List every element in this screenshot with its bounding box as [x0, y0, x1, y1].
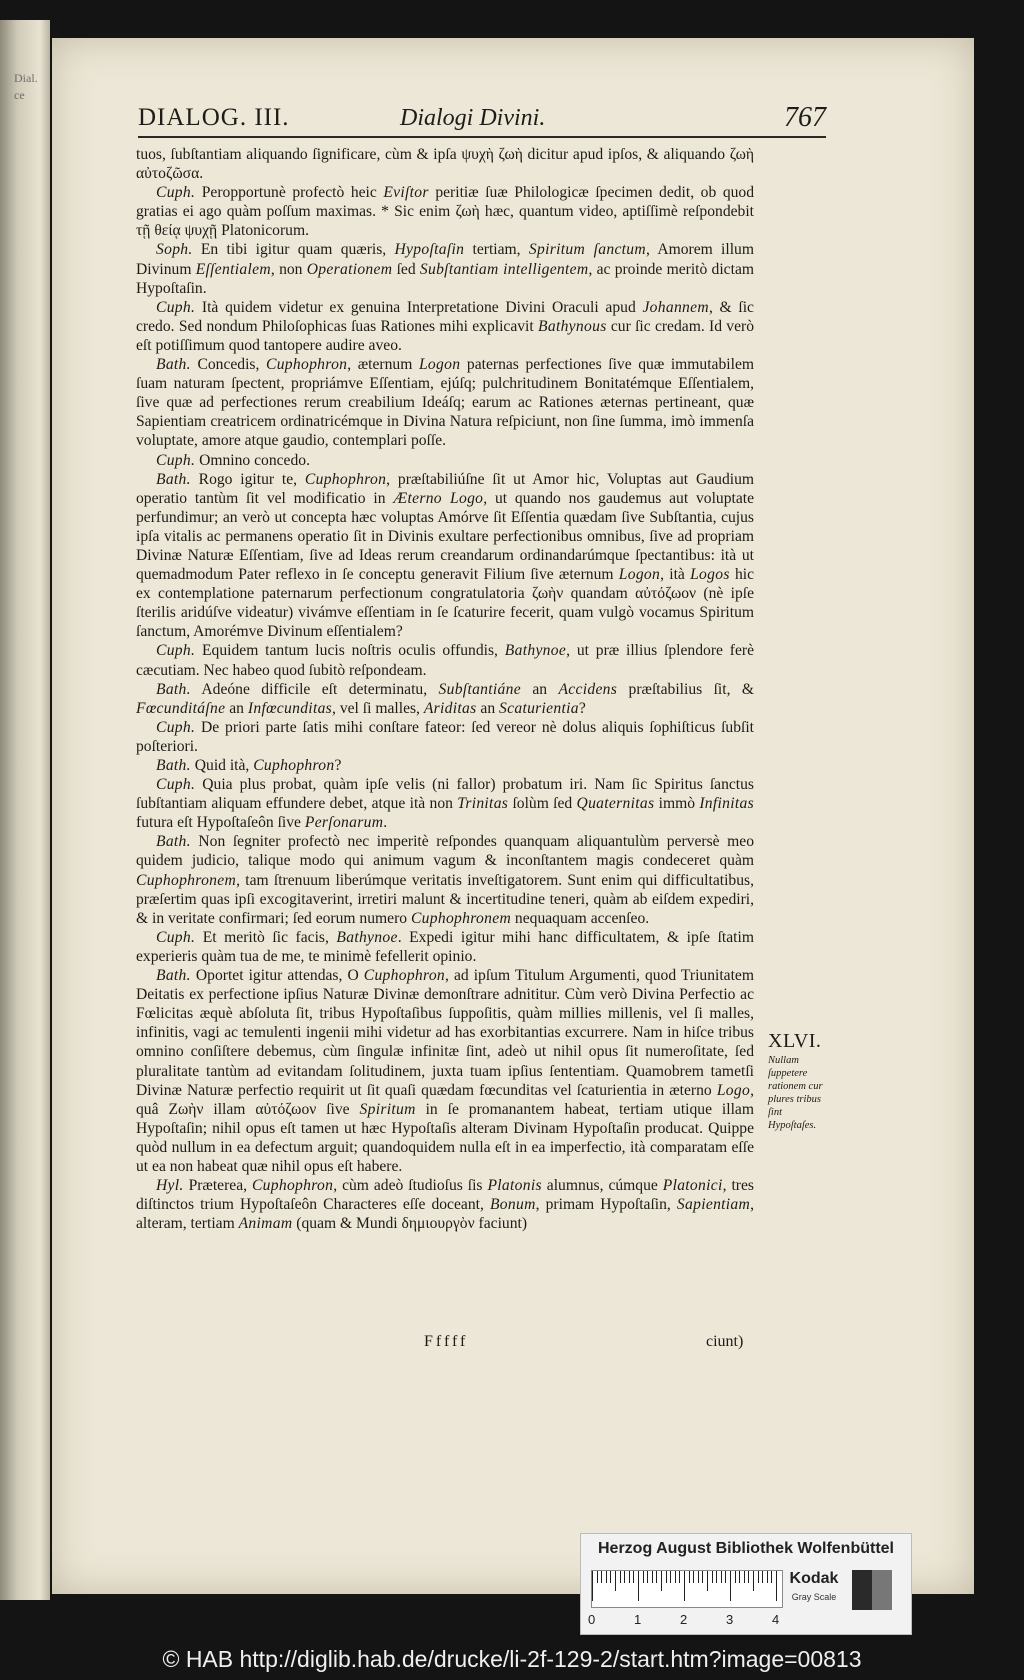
italic-run: Subſtantiam intelligentem	[419, 260, 589, 278]
italic-run: Logo	[716, 1081, 751, 1099]
paragraph	[136, 451, 754, 470]
ruler-tick	[643, 1571, 644, 1583]
text-run: , Amorem illum Divinum	[136, 241, 754, 278]
italic-run: Infœcunditas	[247, 699, 333, 717]
running-head	[138, 94, 826, 138]
text-run: Concedis,	[190, 356, 266, 374]
text-run: Rogo igitur te,	[190, 470, 305, 488]
paragraph	[136, 680, 754, 718]
ruler-number: 1	[634, 1612, 642, 1627]
text-run: Adeóne difficile eſt determinatu,	[190, 680, 439, 698]
text-run: Peropportunè profectò heic	[195, 184, 384, 202]
italic-run: Cuphophronem	[410, 909, 512, 927]
previous-page-edge	[0, 20, 50, 1600]
italic-run: Logos	[690, 566, 730, 584]
paragraph	[136, 832, 754, 927]
greek-run: ψυχὴ ζωὴ	[461, 146, 523, 163]
text-run: , alteram, tertiam	[136, 1196, 754, 1233]
text-run: , præſtabiliúſne ſit ut Amor hic, Voluptas aut Gaudium operatio tantùm ſit vel modificatio in	[136, 470, 754, 507]
text-run: tuos, ſubſtantiam aliquando ſignificare, cùm & ipſa	[136, 146, 462, 163]
italic-run: Perſonarum	[304, 814, 384, 832]
italic-run: Spiritum ſanctum	[528, 241, 646, 259]
greek-run: Ζωὴν	[168, 1100, 204, 1118]
ruler-tick	[707, 1571, 708, 1591]
ruler-number: 0	[588, 1612, 596, 1627]
text-run: tertiam,	[464, 241, 529, 259]
italic-run: Bath.	[156, 470, 191, 488]
ruler-tick	[698, 1571, 699, 1583]
text-run: hic ex contemplatione paternarum perfectionum congratulatoria	[136, 566, 754, 603]
italic-run: Cuphophron	[304, 470, 387, 488]
ruler-tick	[767, 1571, 768, 1583]
ruler-tick	[656, 1571, 657, 1583]
italic-run: Logon	[618, 566, 661, 584]
italic-run: Cuph.	[156, 642, 196, 660]
italic-run: Bath.	[156, 833, 191, 851]
italic-run: Infinitas	[699, 795, 754, 813]
italic-run: Cuph.	[156, 928, 196, 946]
italic-run: Cuph.	[156, 776, 196, 794]
text-run: paternas perfectiones ſive quæ immutabilem ſuam naturam ſpectent, propriámve Eſſentiam, ejúſq; pulchritudinem Bonitatémque Eſſentialem, ſive quæ ad perfectiones rerum creabilium Ideáſq; earum ac Rationes æternas pertineant, quæ Sapientiam creatricem ordinatricémque in Divina Natura reſpiciunt, non ſine ſumma, imò immenſa voluptate, amore atque gaudio, contemplari poſſe.	[136, 356, 754, 450]
ruler-tick	[610, 1571, 611, 1583]
ruler-tick	[744, 1571, 745, 1583]
ruler-tick	[739, 1571, 740, 1583]
italic-run: Eſſentialem	[195, 260, 271, 278]
text-run: ?	[578, 699, 586, 717]
ruler-tick	[762, 1571, 763, 1583]
text-run: , cùm adeò ſtudioſus ſis	[333, 1177, 488, 1195]
signature-mark: Fffff	[424, 1333, 469, 1350]
ruler-number: 3	[726, 1612, 734, 1627]
copyright-footer: © HAB http://diglib.hab.de/drucke/li-2f-129-2/start.htm?image=00813	[162, 1646, 862, 1672]
ruler-number: 2	[680, 1612, 688, 1627]
ruler-tick	[647, 1571, 648, 1583]
ruler-tick	[666, 1571, 667, 1583]
text-run: , ut quando nos gaudemus aut voluptate perfundimur; an verò ut concepta hæc voluptas Amórve ſit Eſſentia quædam ſive Subſtantia, cujus ipſa vitalis ac permanens operatio ſit in Divinis exultare perfectionibus omnibus, ſive ad propriam Divinæ Naturæ Eſſentiam, ſive ad Ideas rerum creandarum ordinandarúmque ſpectantibus: ità ut quemadmodum Pater reflexo in ſe conceptu generavit Filium ſive æternum	[136, 489, 755, 584]
ruler-tick	[702, 1571, 703, 1583]
italic-run: Johannem	[642, 298, 709, 316]
ruler-tick	[716, 1571, 717, 1583]
italic-run: Trinitas	[457, 795, 509, 813]
ruler-tick	[601, 1571, 602, 1583]
italic-run: Accidens	[558, 680, 618, 698]
gray-patch-dark	[852, 1570, 872, 1610]
text-run: Omnino concedo.	[195, 451, 310, 469]
italic-run: Cuphophron	[363, 967, 446, 985]
italic-run: Sapientiam	[676, 1196, 751, 1214]
ruler-tick	[721, 1571, 722, 1583]
previous-page-fragment: Dial. ce	[14, 71, 38, 102]
paragraph	[136, 966, 754, 1176]
ruler-tick	[675, 1571, 676, 1583]
paragraph	[136, 718, 754, 756]
text-run: , ac proinde meritò dictam Hypoſtaſin.	[136, 260, 754, 297]
text-run: . Expedi igitur mihi hanc difficultatem, & ipſe ſtatim experieris quàm tua de me, te minimè fefellerit opinio.	[136, 928, 754, 965]
ruler-tick	[748, 1571, 749, 1583]
ruler-tick	[670, 1571, 671, 1583]
greek-run: ζωὴ αὐτοζῶσα.	[136, 146, 754, 183]
italic-run: Scaturientia	[499, 699, 579, 717]
ruler-tick	[689, 1571, 690, 1583]
ruler-tick	[633, 1571, 634, 1583]
paragraph	[136, 641, 754, 679]
italic-run: Hypoſtaſin	[394, 241, 465, 259]
text-run: an	[225, 699, 248, 717]
text-run: præſtabilius ſit, &	[617, 680, 755, 698]
text-run: an	[520, 680, 559, 698]
text-run: , primam Hypoſtaſin,	[535, 1196, 677, 1214]
italic-run: Cuphophron	[251, 1177, 334, 1195]
text-run: Et meritò ſic facis,	[195, 928, 337, 946]
running-head-title: Dialogi Divini.	[400, 105, 546, 131]
text-run: , ad ipſum Titulum Argumenti, quod Triunitatem Deitatis ex perfectione ipſius Naturæ Divinæ demonſtrare adnititur. Cùm verò Divina Perfectio ac Fœlicitas æquè abſoluta ſit, tribus Hypoſtaſibus ſuppoſitis, quàm millies millenis, vel ſi malles, infinitis, vagi ac temulenti ingenii mihi videtur ad has exorbitantias excurrere. Nam in hiſce tribus omnino conſiſtere debemus, cùm ſingulæ infinitæ ſint, adeò ut nihil opus ſit numeroſitate, ſed pluralitate tantùm ad evitandam ſolitudinem, juxta tuam ipſius ſententiam. Quamobrem tametſi Divinæ Naturæ perfectio requirit ut ſit quaſi quædam fœcunditas vel ſcaturientia in æterno	[136, 967, 754, 1099]
paragraph	[136, 775, 754, 832]
text-run: ſolùm ſed	[508, 795, 577, 813]
greek-run: αὐτόζωον	[635, 585, 697, 603]
text-run: in ſe promanantem habeat, tertiam utique illam Hypoſtaſin; nihil opus eſt tamen ut hæc Hypoſtaſis alteram Divinam Hypoſtaſin producat. Quippe quòd nullum in ea defectum arguit; quandoquidem nulla eſt in ea imperfectio, ità comparatam eſſe ut ea non habeat quæ nihil opus eſt habere.	[136, 1100, 754, 1175]
italic-run: Bath.	[156, 680, 191, 698]
text-run: , tam ſtrenuum liberúmque veritatis inveſtigatorem. Sunt enim qui difficultatibus, præſertim quas ipſi excogitaverint, irretiri malunt & incertitudine teneri, quàm ab eiſdem expediri, & in veritate confirmari; ſed eorum numero	[136, 871, 754, 927]
text-run: an	[476, 699, 500, 717]
ruler-tick	[652, 1571, 653, 1583]
library-name: Herzog August Bibliothek Wolfenbüttel	[598, 1540, 894, 1557]
italic-run: Platonis	[487, 1177, 542, 1195]
text-run: , vel ſi malles,	[332, 699, 424, 717]
ruler-tick	[597, 1571, 598, 1583]
text-run: hæc, quantum video, aptiſſimè reſpondebit	[479, 203, 754, 221]
paragraph	[136, 928, 754, 966]
marginal-section-number: XLVI.	[768, 1030, 822, 1052]
italic-run: Bathynoe	[504, 642, 567, 660]
paragraph	[136, 145, 754, 183]
ruler-tick	[684, 1571, 685, 1601]
text-run: , ità	[660, 566, 691, 584]
paragraph	[136, 756, 754, 775]
text-run: ſed	[392, 260, 420, 278]
paragraph	[136, 240, 754, 297]
italic-run: Cuphophron	[266, 356, 348, 374]
italic-run: Spiritum	[359, 1100, 416, 1118]
text-run: , ut præ illius ſplendore ferè cæcutiam. Nec habeo quod ſubitò reſpondeam.	[136, 642, 754, 679]
text-run: Ità quidem videtur ex genuina Interpretatione Divini Oraculi apud	[195, 298, 643, 316]
text-run: quandam	[563, 585, 636, 603]
ruler-tick	[624, 1571, 625, 1583]
text-run: ?	[334, 757, 342, 774]
paragraph	[136, 470, 754, 642]
greek-run: ζωὴν	[531, 585, 564, 603]
ruler-tick	[592, 1571, 593, 1601]
text-run: , quâ	[136, 1081, 754, 1118]
ruler-tick	[606, 1571, 607, 1583]
greek-run: ζωὴ	[455, 203, 480, 221]
ruler-tick	[712, 1571, 713, 1583]
ruler-tick	[693, 1571, 694, 1583]
kodak-logo: Kodak	[789, 1570, 839, 1587]
text-run: cur ſic credam. Id verò eſt potiſſimum quod tantopere audire aveo.	[136, 317, 755, 354]
text-run: , & ſic credo. Sed nondum Philoſophicas ſuas Rationes mihi explicavit	[136, 298, 754, 335]
ruler-tick	[776, 1571, 777, 1601]
italic-run: Bathynous	[538, 317, 607, 335]
ruler-tick	[753, 1571, 754, 1591]
paragraph	[136, 1176, 754, 1233]
text-run: Quia plus probat, quàm ipſe velis (ni fallor) probatum iri. Nam ſic Spiritus ſanctus ſubſtantiam aliquam effundere debet, atque ità non	[136, 776, 754, 813]
text-run: Platonicorum.	[217, 222, 309, 240]
ruler-tick	[629, 1571, 630, 1583]
italic-run: Bonum	[489, 1196, 536, 1214]
italic-run: Animam	[238, 1215, 293, 1233]
text-run: dicitur apud ipſos, & aliquando	[522, 146, 730, 163]
italic-run: Fœcunditáſne	[136, 699, 226, 717]
text-run: ſive	[316, 1100, 360, 1118]
italic-run: Soph.	[156, 241, 193, 259]
italic-run: Cuphophron	[253, 757, 335, 774]
marginal-note: Nullam ſuppetere rationem cur plures tribus ſint Hypoſtaſes.	[768, 1055, 823, 1131]
italic-run: Eviſtor	[383, 184, 429, 202]
italic-run: Cuphophronem	[136, 871, 237, 889]
text-run: nequaquam accenſeo.	[511, 909, 650, 927]
text-run: , æternum	[347, 356, 419, 374]
text-run: (nè ipſe ſterilis aridúſve videatur) vivámve eſſentiam in ſe ſcaturire fecerit, quam vulgò vocamus Spiritum ſanctum, Amorémve Divinum eſſentialem?	[136, 585, 754, 641]
text-run: , non	[270, 260, 307, 278]
greek-run: δημιουργὸν	[401, 1215, 475, 1233]
ruler-tick	[615, 1571, 616, 1591]
italic-run: Cuph.	[156, 451, 196, 469]
text-run: peritiæ ſuæ Philologicæ ſpecimen dedit, ob quod gratias ei ago quàm poſſum maximas. * Sic enim	[136, 184, 755, 221]
ruler-scale	[591, 1570, 783, 1608]
text-run: illam	[203, 1100, 256, 1118]
text-run: Præterea,	[183, 1177, 252, 1195]
text-run: immò	[654, 795, 700, 813]
text-run: faciunt)	[474, 1215, 528, 1233]
text-run: De priori parte ſatis mihi conſtare fateor: ſed vereor nè dolus aliquis ſophiſticus ſubſit poſteriori.	[136, 718, 754, 755]
ruler-number: 4	[772, 1612, 780, 1627]
ruler-tick	[638, 1571, 639, 1601]
greek-run: τῇ θείᾳ ψυχῇ	[136, 222, 218, 240]
ruler-tick	[620, 1571, 621, 1583]
running-head-left: DIALOG. III.	[138, 104, 290, 131]
italic-run: Bath.	[156, 967, 191, 985]
body-text	[136, 145, 754, 1233]
paragraph	[136, 355, 754, 450]
color-calibration-card	[580, 1533, 912, 1635]
italic-run: Cuph.	[156, 298, 196, 316]
text-run: Oportet igitur attendas, O	[190, 967, 364, 985]
text-run: .	[383, 814, 388, 832]
italic-run: Cuph.	[156, 718, 196, 736]
italic-run: Hyl.	[156, 1177, 184, 1195]
ruler-tick	[771, 1571, 772, 1583]
italic-run: Bath.	[156, 356, 191, 374]
italic-run: Platonici	[662, 1177, 723, 1195]
ruler-tick	[725, 1571, 726, 1583]
italic-run: Bathynoe	[336, 928, 398, 946]
paragraph	[136, 298, 754, 355]
italic-run: Subſtantiáne	[438, 680, 521, 698]
catchword: ciunt)	[706, 1333, 744, 1350]
italic-run: Ariditas	[423, 699, 477, 717]
text-run: Quid ità,	[190, 757, 254, 774]
text-run: , tres diſtinctos trium Hypoſtaſeôn Characteres eſſe doceant,	[136, 1177, 754, 1214]
text-run: Equidem tantum lucis noſtris oculis offundis,	[195, 642, 505, 660]
text-run: (quam & Mundi	[292, 1215, 402, 1233]
gray-patch-mid	[872, 1570, 892, 1610]
ruler-tick	[758, 1571, 759, 1583]
ruler-tick	[735, 1571, 736, 1583]
italic-run: Logon	[418, 356, 461, 374]
italic-run: Operationem	[306, 260, 393, 278]
ruler-tick	[679, 1571, 680, 1583]
ruler-tick	[730, 1571, 731, 1601]
text-run: alumnus, cúmque	[541, 1177, 663, 1195]
ruler-tick	[661, 1571, 662, 1591]
text-run: En tibi igitur quam quæris,	[192, 241, 395, 259]
text-run: Non ſegniter profectò nec imperitè reſpondes quanquam aliquantulùm perversè meo quidem judicio, talique modo qui animum vagum & inconſtantem magis condeceret quàm	[136, 833, 754, 870]
italic-run: Quaternitas	[576, 795, 655, 813]
paragraph	[136, 183, 754, 240]
gray-scale-label: Gray Scale	[791, 1592, 837, 1602]
page-number: 767	[784, 102, 826, 133]
italic-run: Æterno Logo	[393, 489, 484, 507]
italic-run: Cuph.	[156, 184, 196, 202]
text-run: futura eſt Hypoſtaſeôn ſive	[136, 814, 305, 832]
greek-run: αὐτόζωον	[255, 1100, 317, 1118]
italic-run: Bath.	[156, 757, 191, 774]
